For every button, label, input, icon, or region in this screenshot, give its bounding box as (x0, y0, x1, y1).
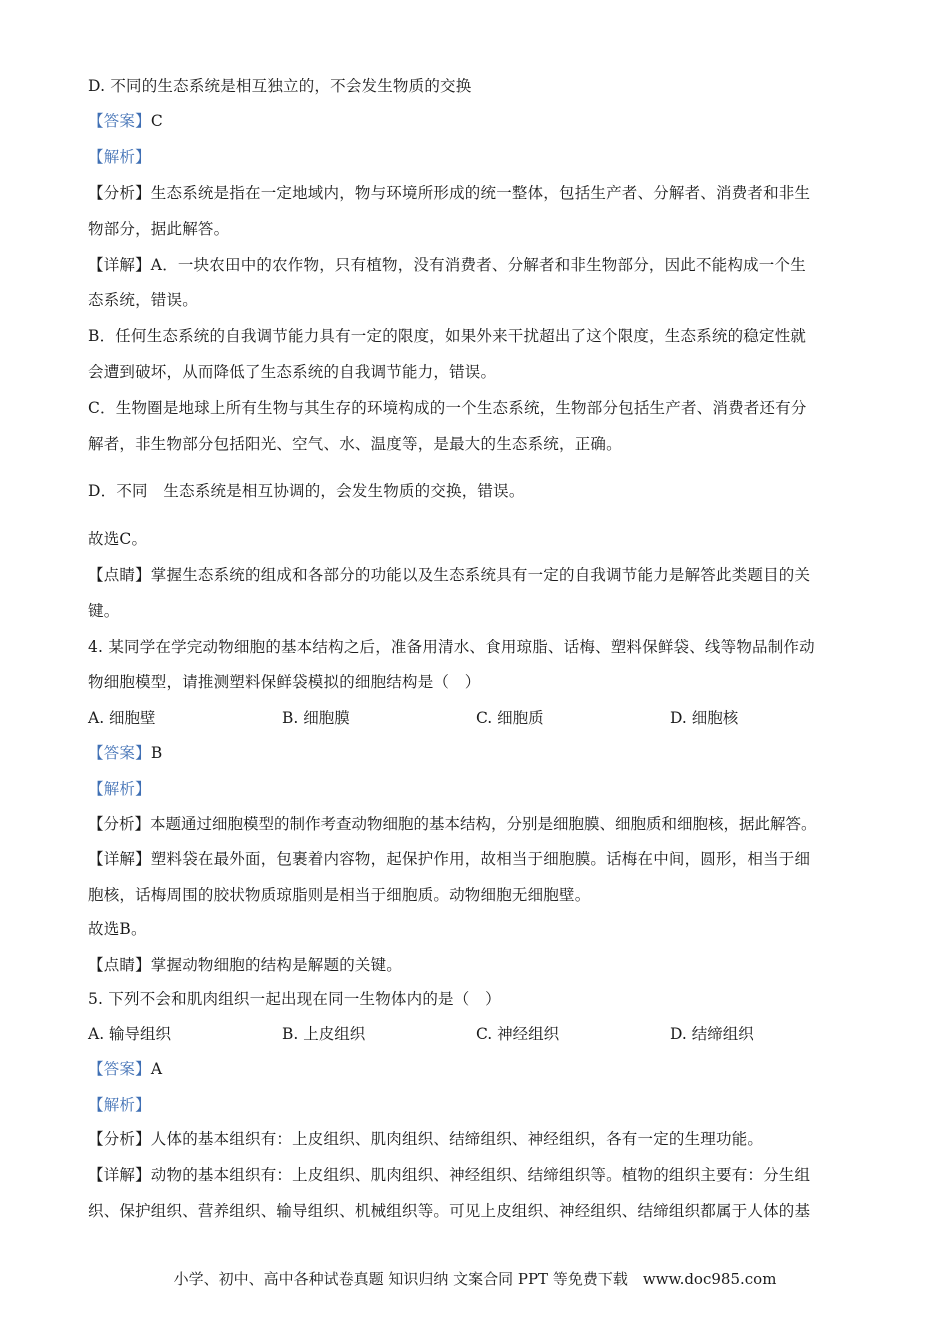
q4-xiangjie-line-2: 胞核，话梅周围的胶状物质琼脂则是相当于细胞质。动物细胞无细胞壁。 (88, 886, 591, 904)
q5-option-a: A. 输导组织 (88, 1025, 172, 1043)
q3-xiangjie-line-1: 【详解】A．一块农田中的农作物，只有植物，没有消费者、分解者和非生物部分，因此不能构成一个生 (88, 256, 806, 274)
q3-d-line-1: D．不同 生态系统是相互协调的，会发生物质的交换，错误。 (88, 482, 525, 500)
answer-tag: 【答案】 (88, 1060, 151, 1078)
q4-fenxi: 【分析】本题通过细胞模型的制作考查动物细胞的基本结构，分别是细胞膜、细胞质和细胞核，据此解答。 (88, 815, 817, 833)
q5-xiangjie-line-2: 织、保护组织、营养组织、输导组织、机械组织等。可见上皮组织、神经组织、结缔组织都属于人体的基 (88, 1202, 811, 1220)
q4-option-b: B. 细胞膜 (282, 709, 350, 727)
q4-choose: 故选B。 (88, 920, 147, 938)
q3-xiangjie-line-2: 态系统，错误。 (88, 291, 198, 309)
answer-tag: 【答案】 (88, 112, 151, 130)
q3-fenxi-line-1: 【分析】生态系统是指在一定地域内，物与环境所形成的统一整体，包括生产者、分解者、消费者和非生 (88, 184, 811, 202)
q4-dianjing: 【点睛】掌握动物细胞的结构是解题的关键。 (88, 956, 403, 974)
q4-answer-line (88, 742, 162, 764)
q5-option-d: D. 结缔组织 (670, 1025, 754, 1043)
answer-value: A (150, 1060, 163, 1078)
q3-analysis-tag: 【解析】 (88, 148, 151, 166)
answer-value: B (150, 744, 163, 762)
q3-b-line-2: 会遭到破坏，从而降低了生态系统的自我调节能力，错误。 (88, 363, 497, 381)
q3-answer-line (88, 110, 163, 132)
answer-tag: 【答案】 (88, 744, 151, 762)
q5-option-c: C. 神经组织 (476, 1025, 560, 1043)
q3-choose: 故选C。 (88, 530, 148, 548)
q5-option-b: B. 上皮组织 (282, 1025, 366, 1043)
q5-answer-line (88, 1058, 162, 1080)
q3-option-d: D. 不同的生态系统是相互独立的，不会发生物质的交换 (88, 77, 472, 95)
q5-stem: 5. 下列不会和肌肉组织一起出现在同一生物体内的是（ ） (88, 990, 501, 1008)
q4-option-d: D. 细胞核 (670, 709, 739, 727)
q5-fenxi: 【分析】人体的基本组织有：上皮组织、肌肉组织、结缔组织、神经组织，各有一定的生理功能。 (88, 1130, 764, 1148)
q3-b-line-1: B．任何生态系统的自我调节能力具有一定的限度，如果外来干扰超出了这个限度，生态系统的稳定性就 (88, 327, 807, 345)
q4-stem-line-2: 物细胞模型，请推测塑料保鲜袋模拟的细胞结构是（ ） (88, 673, 481, 691)
q4-stem-line-1: 4. 某同学在学完动物细胞的基本结构之后，准备用清水、食用琼脂、话梅、塑料保鲜袋、线等物品制作动 (88, 638, 815, 656)
q4-xiangjie-line-1: 【详解】塑料袋在最外面，包裹着内容物，起保护作用，故相当于细胞膜。话梅在中间，圆形，相当于细 (88, 850, 811, 868)
q4-option-c: C. 细胞质 (476, 709, 544, 727)
q5-xiangjie-line-1: 【详解】动物的基本组织有：上皮组织、肌肉组织、神经组织、结缔组织等。植物的组织主要有：分生组 (88, 1166, 811, 1184)
q4-analysis-tag: 【解析】 (88, 780, 151, 798)
q5-analysis-tag: 【解析】 (88, 1096, 151, 1114)
q3-dianjing-line-2: 键。 (88, 602, 120, 620)
q4-option-a: A. 细胞壁 (88, 709, 156, 727)
q3-c-line-2: 解者，非生物部分包括阳光、空气、水、温度等，是最大的生态系统，正确。 (88, 435, 622, 453)
page-footer: 小学、初中、高中各种试卷真题 知识归纳 文案合同 PPT 等免费下载 www.doc985.com (173, 1270, 777, 1288)
q3-dianjing-line-1: 【点睛】掌握生态系统的组成和各部分的功能以及生态系统具有一定的自我调节能力是解答此类题目的关 (88, 566, 811, 584)
answer-value: C (150, 112, 163, 130)
q3-fenxi-line-2: 物部分，据此解答。 (88, 220, 230, 238)
q3-c-line-1: C．生物圈是地球上所有生物与其生存的环境构成的一个生态系统，生物部分包括生产者、消费者还有分 (88, 399, 807, 417)
